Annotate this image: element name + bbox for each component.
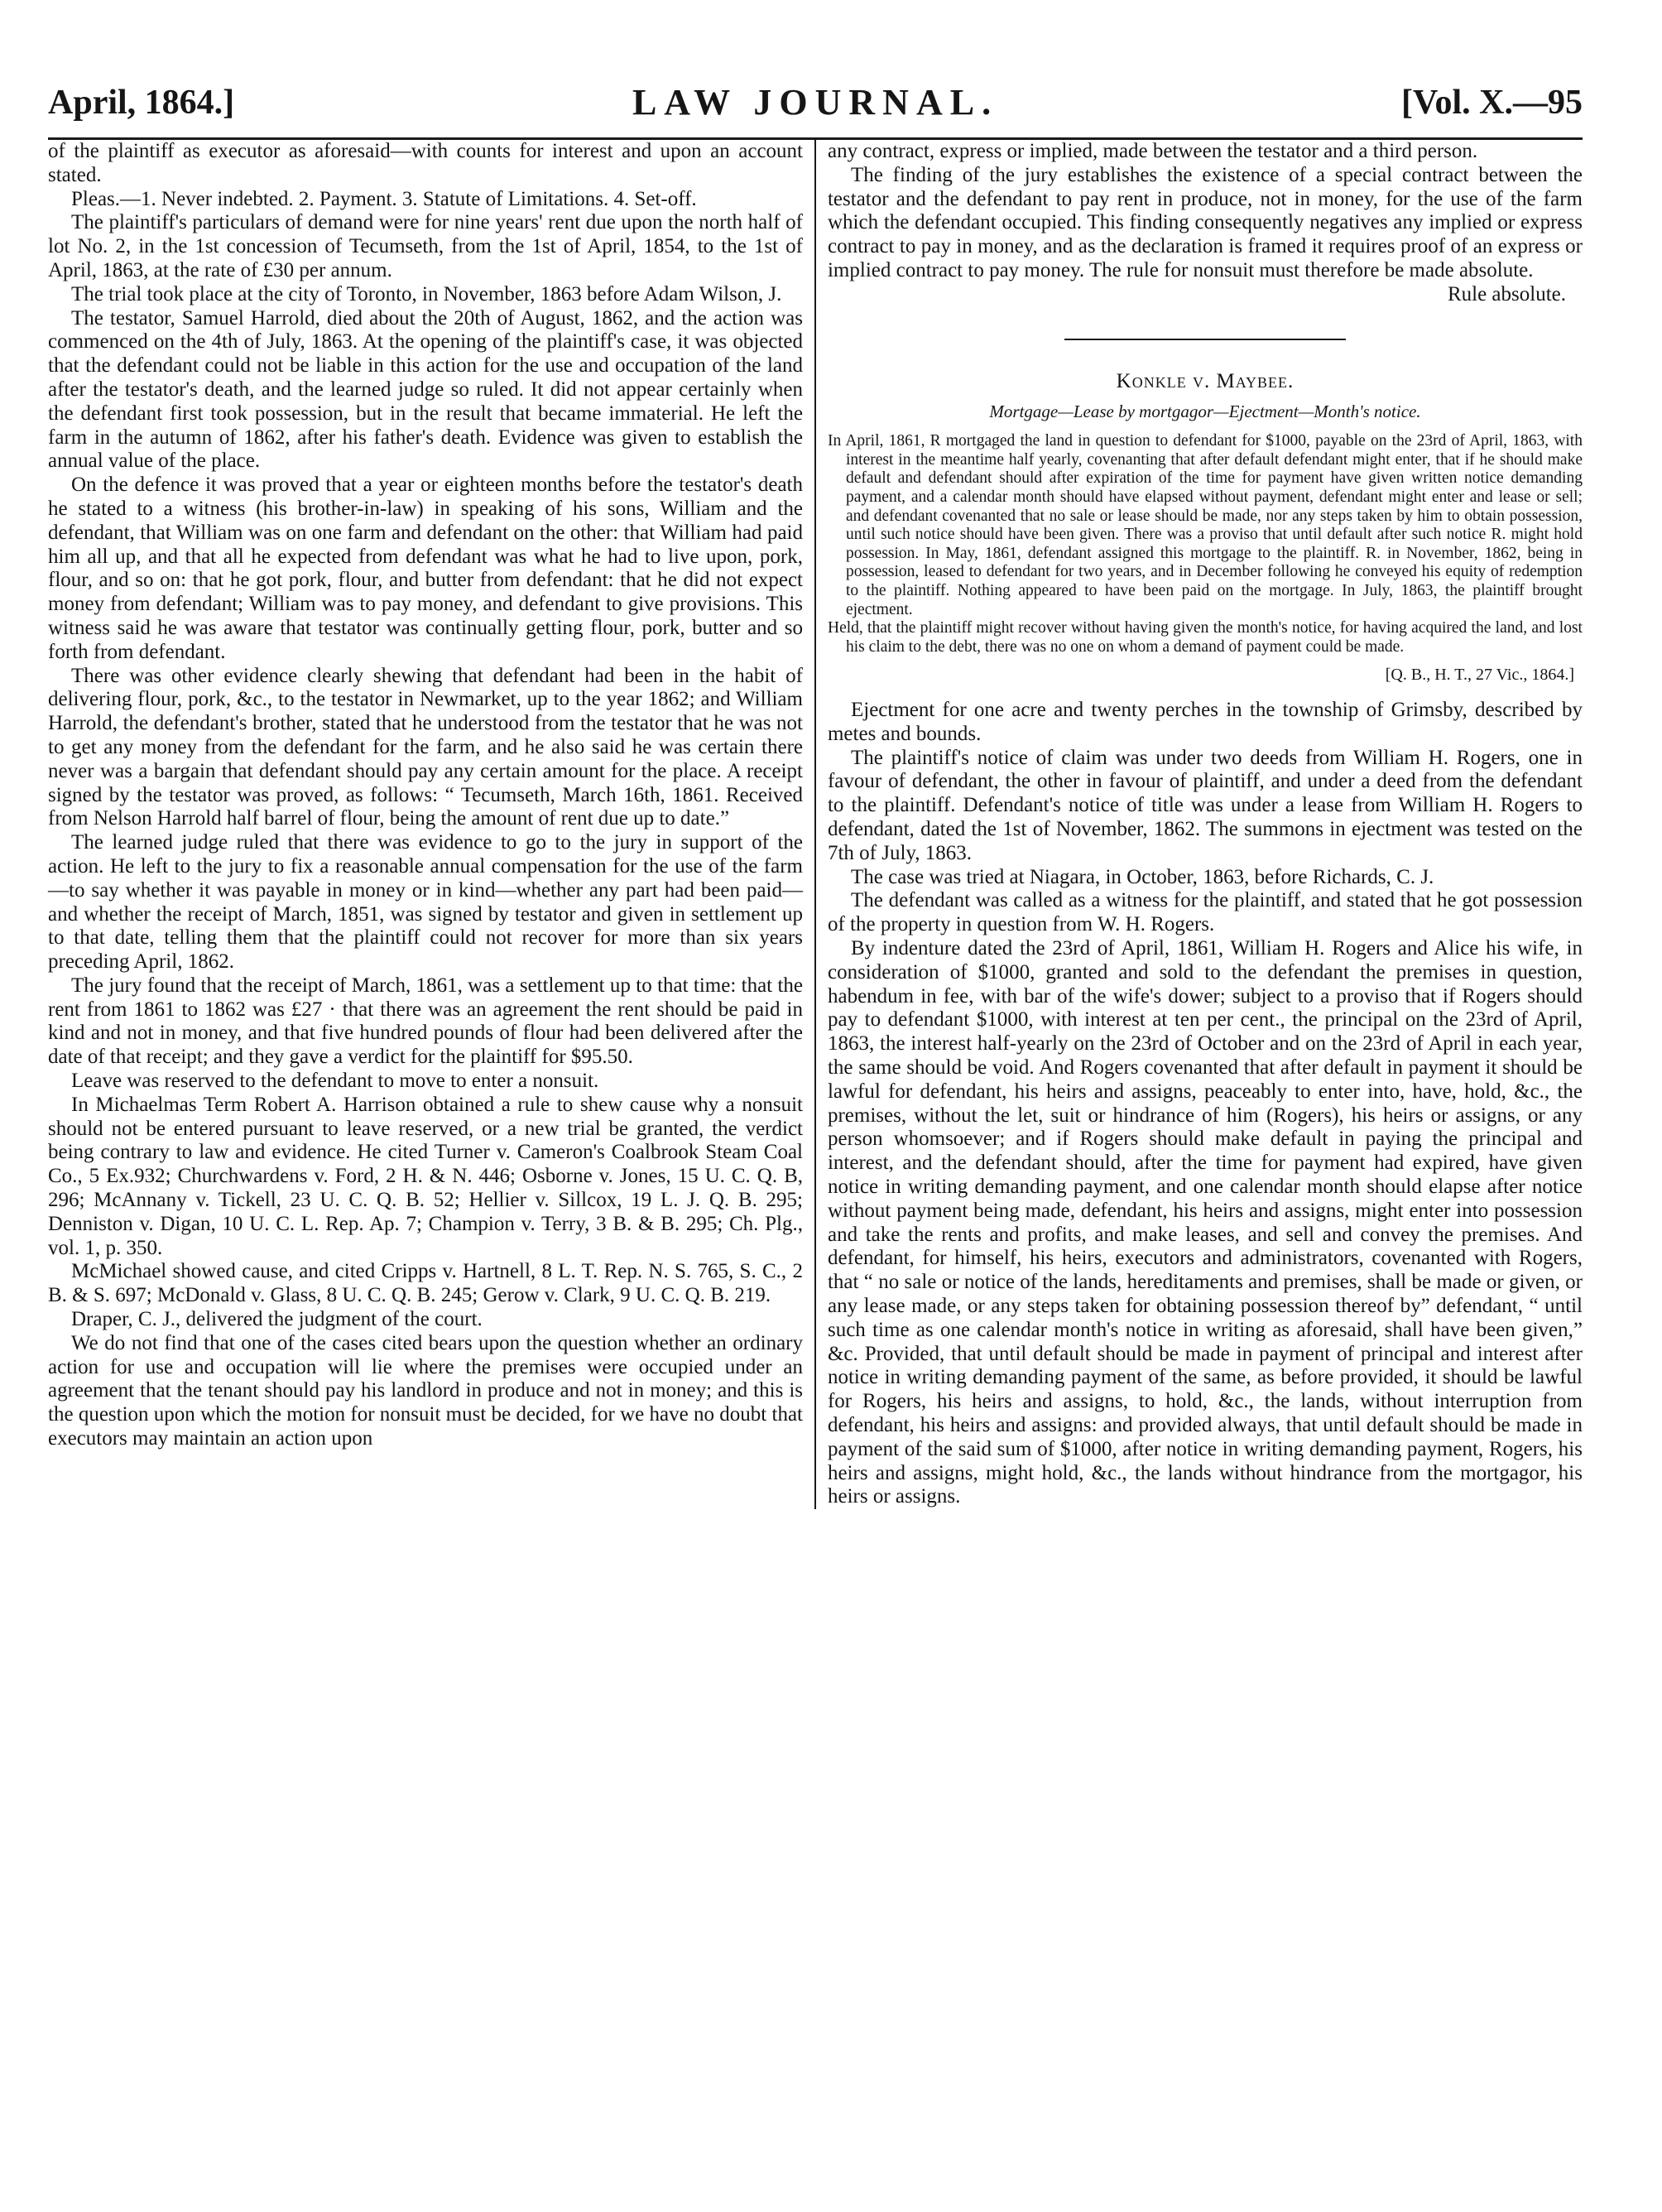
paragraph: The defendant was called as a witness for the plaintiff, and stated that he got possession of the property in question from W. H. Rogers. [827, 889, 1583, 936]
paragraph: The case was tried at Niagara, in October, 1863, before Richards, C. J. [850, 865, 1434, 888]
header-journal-title: LAW JOURNAL. [632, 82, 999, 123]
paragraph: The testator, Samuel Harrold, died about the 20th of August, 1862, and the action was commenced on the 4th of July, 1863. At the opening of the plaintiff's case, it was objected that the defendant could not be liable in this action for the use and occupation of the land after the testator's death, and the learned judge so ruled. It did not appear certainly when the defendant first took possession, but in the result that became immaterial. He left the farm in the autumn of 1862, after his father's death. Evidence was given to establish the annual value of the place. [48, 306, 803, 473]
paragraph: By indenture dated the 23rd of April, 1861, William H. Rogers and Alice his wife, in consideration of $1000, granted and sold to the defendant the premises in question, habendum in fee, with bar of the wife's dower; subject to a proviso that if Rogers should pay to defendant $1000, with interest at ten per cent., the principal on the 23rd of April, 1863, the interest half-yearly on the 23rd of October and on the 23rd of April in each year, the same should be void. And Rogers covenanted that after default in payment it should be lawful for defendant, his heirs and assigns, peaceably to enter into, have, hold, &c., the premises, without the let, suit or hindrance of him (Rogers), his heirs or assigns, or any person whomsoever; and if Rogers should make default in paying the principal and interest, and the defendant should, after the time for payment had expired, have given notice in writing demanding payment, and one calendar month should elapse after notice without payment being made, defendant, his heirs and assigns, might enter into possession and take the rents and profits, and make leases, and sell and convey the premises. And defendant, for himself, his heirs, executors and administrators, covenanted with Rogers, that “ no sale or notice of the lands, hereditaments and premises, shall be made or given, or any lease made, or any steps taken for obtaining possession thereof by” defendant, “ until such time as one calendar month's notice in writing as aforesaid, shall have been given,” &c. Provided, that until default should be made in payment of principal and interest after notice in writing demanding payment of the same, as before provided, it should be lawful for Rogers, his heirs and assigns, to hold, &c., the lands, without interruption from defendant, his heirs and assigns: and provided always, that until default should be made in payment of the said sum of $1000, after notice in writing demanding payment, Rogers, his heirs and assigns, might hold, &c., the lands without hindrance from the mortgagor, his heirs or assigns. [827, 937, 1583, 1508]
paragraph: The jury found that the receipt of March, 1861, was a settlement up to that time: that the rent from 1861 to 1862 was £27 · that there was an agreement the rent should be paid in kind and not in money, and that five hundred pounds of flour had been delivered after the date of that receipt; and they gave a verdict for the plaintiff for $95.50. [48, 974, 803, 1069]
case-subtitle: Mortgage—Lease by mortgagor—Ejectment—Month's notice. [989, 402, 1421, 422]
headnote-paragraph: In April, 1861, R mortgaged the land in question to defendant for $1000, payable on the 23rd of April, 1863, with interest in the meantime half yearly, covenanting that after default defendant might enter, that if he should make default and defendant should after expiration of the time for payment have given written notice demanding payment, and a calendar month should have elapsed without payment, defendant might enter and lease or sell; and defendant covenanted that no sale or lease should be made, nor any steps taken by him to obtain possession, until such notice should have been given. There was a proviso that until default after such notice R. might hold possession. In May, 1861, defendant assigned this mortgage to the plaintiff. R. in November, 1862, being in possession, leased to defendant for two years, and in December following he conveyed his equity of redemption to the plaintiff. Nothing appeared to have been paid on the mortgage. In July, 1863, the plaintiff brought ejectment. [827, 432, 1583, 618]
section-rule [1064, 339, 1346, 340]
headnote-held: Held, that the plaintiff might recover without having given the month's notice, for having acquired the land, and lost his claim to the debt, there was no one on whom a demand of payment could be made. [827, 619, 1583, 656]
header-volume: [Vol. X.—95 [1401, 84, 1583, 122]
two-column-body [48, 140, 1583, 1509]
case-citation: [Q. B., H. T., 27 Vic., 1864.] [1385, 666, 1574, 685]
paragraph: The finding of the jury establishes the existence of a special contract between the testator and the defendant to pay rent in produce, not in money, for the use of the farm which the defendant occupied. This finding consequently negatives any implied or express contract to pay in money, and as the declaration is framed it requires proof of an express or implied contract to pay money. The rule for nonsuit must therefore be made absolute. [827, 163, 1583, 281]
paragraph: The trial took place at the city of Toronto, in November, 1863 before Adam Wilson, J. [71, 282, 782, 305]
paragraph: We do not find that one of the cases cited bears upon the question whether an ordinary action for use and occupation will lie where the premises were occupied under an agreement that the tenant should pay his landlord in produce and not in money; and this is the question upon which the motion for nonsuit must be decided, for we have no doubt that executors may maintain an action upon [48, 1331, 803, 1450]
paragraph: The learned judge ruled that there was evidence to go to the jury in support of the action. He left to the jury to fix a reasonable annual compensation for the use of the farm—to say whether it was payable in money or in kind—whether any part had been paid—and whether the receipt of March, 1851, was signed by testator and given in settlement up to that date, telling them that the plaintiff could not recover for more than six years preceding April, 1862. [48, 831, 803, 974]
paragraph: Draper, C. J., delivered the judgment of the court. [71, 1308, 483, 1331]
paragraph: any contract, express or implied, made between the testator and a third person. [827, 140, 1478, 162]
header-date: April, 1864.] [48, 84, 235, 122]
paragraph: Pleas.—1. Never indebted. 2. Payment. 3. Statute of Limitations. 4. Set-off. [71, 187, 697, 210]
paragraph: Ejectment for one acre and twenty perches in the township of Grimsby, described by metes and bounds. [827, 699, 1583, 745]
paragraph: On the defence it was proved that a year or eighteen months before the testator's death he stated to a witness (his brother-in-law) in speaking of his sons, William and the defendant, that William was on one farm and defendant on the other: that William had paid him all up, and that all he expected from defendant was what he had to live upon, pork, flour, and so on: that he got pork, flour, and butter from defendant: that he did not expect money from defendant; William was to pay money, and defendant to give provisions. This witness said he was aware that testator was continually getting flour, pork, butter and so forth from defendant. [48, 474, 803, 663]
paragraph: McMichael showed cause, and cited Cripps v. Hartnell, 8 L. T. Rep. N. S. 765, S. C., 2 B. & S. 697; McDonald v. Glass, 8 U. C. Q. B. 245; Gerow v. Clark, 9 U. C. Q. B. 219. [48, 1260, 803, 1307]
headnote [828, 432, 1583, 656]
paragraph: The plaintiff's notice of claim was under two deeds from William H. Rogers, one in favour of defendant, the other in favour of plaintiff, and under a deed from the defendant to the plaintiff. Defendant's notice of title was under a lease from William H. Rogers to defendant, dated the 1st of November, 1862. The summons in ejectment was tested on the 7th of July, 1863. [827, 746, 1583, 864]
rule-absolute: Rule absolute. [1447, 282, 1566, 305]
paragraph: There was other evidence clearly shewing that defendant had been in the habit of delivering flour, pork, &c., to the testator in Newmarket, up to the year 1862; and William Harrold, the defendant's brother, stated that he understood from the testator that he was not to get any money from the defendant for the farm, and he also said he was certain there never was a bargain that defendant should pay any certain amount for the place. A receipt signed by the testator was proved, as follows: “ Tecumseth, March 16th, 1861. Received from Nelson Harrold half barrel of flour, being the amount of rent due up to date.” [48, 664, 803, 830]
right-column [816, 140, 1583, 1509]
paragraph: In Michaelmas Term Robert A. Harrison obtained a rule to shew cause why a nonsuit should not be entered pursuant to leave reserved, or a new trial be granted, the verdict being contrary to law and evidence. He cited Turner v. Cameron's Coalbrook Steam Coal Co., 5 Ex.932; Churchwardens v. Ford, 2 H. & N. 446; Osborne v. Jones, 15 U. C. Q. B, 296; McAnnany v. Tickell, 23 U. C. Q. B. 52; Hellier v. Sillcox, 19 L. J. Q. B. 295; Denniston v. Digan, 10 U. C. L. Rep. Ap. 7; Champion v. Terry, 3 B. & B. 295; Ch. Plg., vol. 1, p. 350. [48, 1093, 803, 1259]
page-header [48, 76, 1583, 140]
paragraph: Leave was reserved to the defendant to move to enter a nonsuit. [71, 1070, 599, 1093]
paragraph: of the plaintiff as executor as aforesaid—with counts for interest and upon an account stated. [48, 140, 803, 186]
left-column [48, 140, 814, 1509]
case-title: Konkle v. Maybee. [1116, 369, 1295, 392]
paragraph: The plaintiff's particulars of demand were for nine years' rent due upon the north half of lot No. 2, in the 1st concession of Tecumseth, from the 1st of April, 1854, to the 1st of April, 1863, at the rate of £30 per annum. [48, 211, 803, 281]
